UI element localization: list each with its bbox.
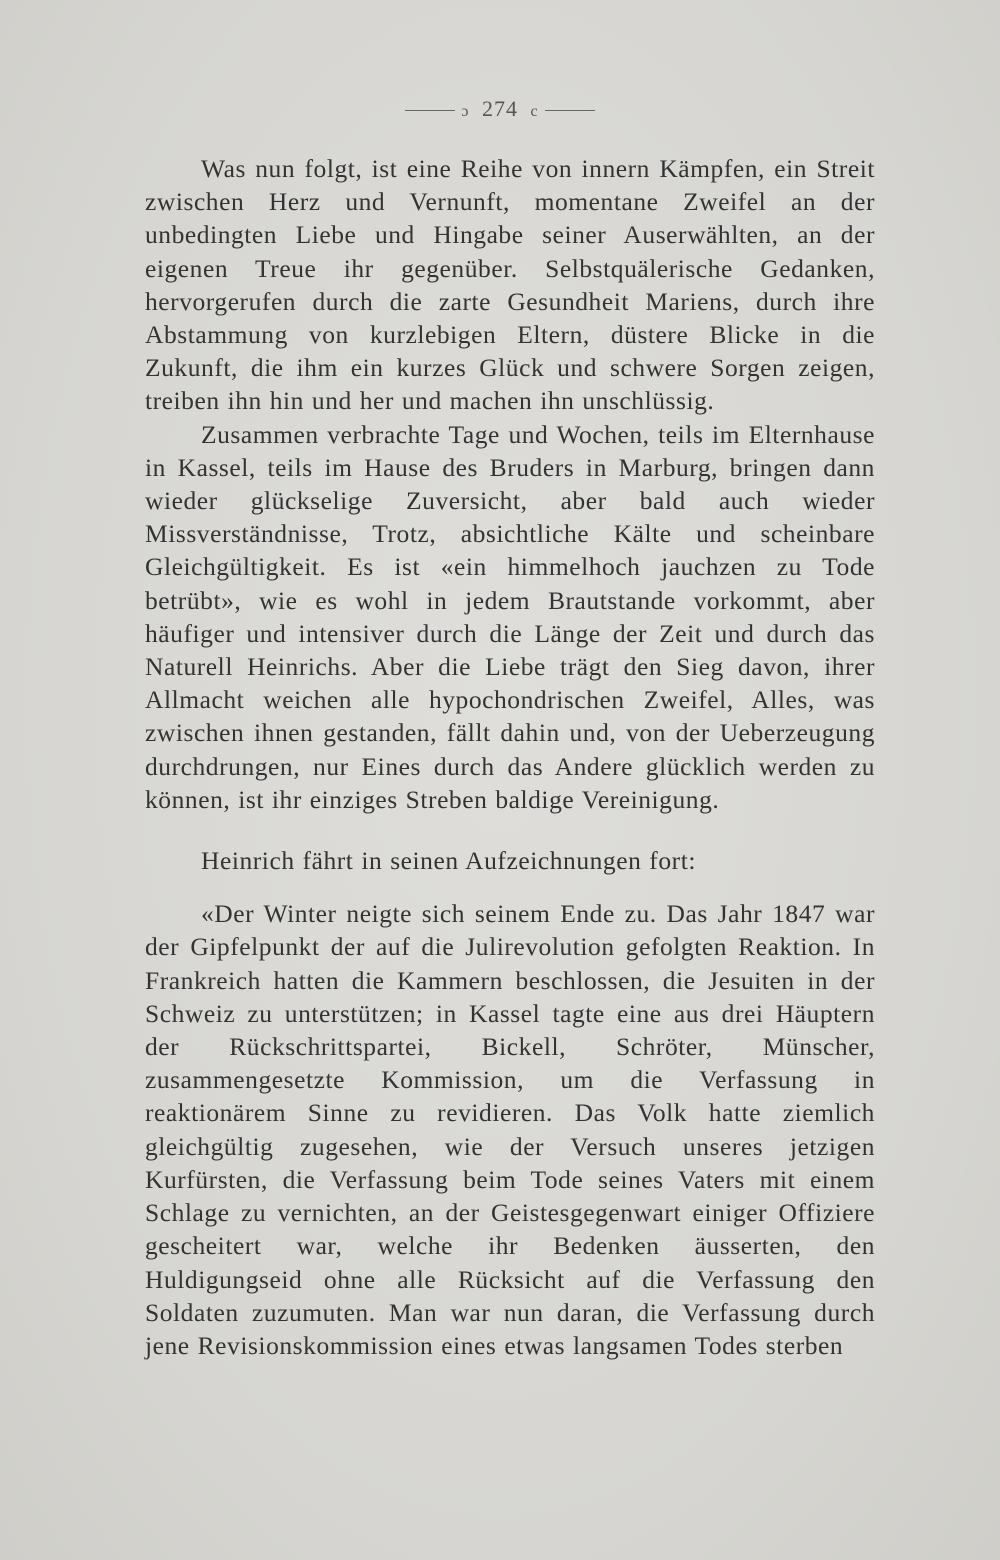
header-rule-right <box>545 110 595 111</box>
paragraph: Was nun folgt, ist eine Reihe von innern Kämpfen, ein Streit zwischen Herz und Vernunft, momentane Zweifel an der unbedingten Liebe und Hingabe seiner Auserwählten, an der eigenen Treue ihr gegenüber. Selbstquälerische Gedanken, hervorgerufen durch die zarte Gesundheit Mariens, durch ihre Abstammung von kurzlebigen Eltern, düstere Blicke in die Zukunft, die ihm ein kurzes Glück und schwere Sorgen zeigen, treiben ihn hin und her und machen ihn unschlüssig. <box>145 154 875 416</box>
paragraph: «Der Winter neigte sich seinem Ende zu. Das Jahr 1847 war der Gipfelpunkt der auf die Julirevolution gefolgten Reaktion. In Frankreich hatten die Kammern beschlossen, die Jesuiten in der Schweiz zu unterstützen; in Kassel tagte eine aus drei Häuptern der Rückschrittspartei, Bickell, Schröter, Münscher, zusammengesetzte Kommission, um die Verfassung in reaktionärem Sinne zu revidieren. Das Volk hatte ziemlich gleichgültig zugesehen, wie der Versuch unseres jetzigen Kurfürsten, die Verfassung beim Tode seines Vaters mit einem Schlage zu vernichten, an der Geistesgegenwart einiger Offiziere gescheitert war, welche ihr Bedenken äusserten, den Huldigungseid ohne alle Rücksicht auf die Verfassung den Soldaten zuzumuten. Man war nun daran, die Verfassung durch jene Revisionskommission eines etwas langsamen Todes sterben <box>145 899 875 1360</box>
header-ornament-right: c <box>530 103 539 120</box>
paragraph: Zusammen verbrachte Tage und Wochen, teils im Elternhause in Kassel, teils im Hause des Bruders in Marburg, bringen dann wieder glückselige Zuversicht, aber bald auch wieder Missverständnisse, Trotz, absichtliche Kälte und scheinbare Gleichgültigkeit. Es ist «ein himmelhoch jauchzen zu Tode betrübt», wie es wohl in jedem Brautstande vorkommt, aber häufiger und intensiver durch die Länge der Zeit und durch das Naturell Heinrichs. Aber die Liebe trägt den Sieg davon, ihrer Allmacht weichen alle hypochondrischen Zweifel, Alles, was zwischen ihnen gestanden, fällt dahin und, von der Ueberzeugung durchdrungen, nur Eines durch das Andere glücklich werden zu können, ist ihr einziges Streben baldige Vereinigung. <box>145 419 875 814</box>
page-body <box>145 152 875 1362</box>
paragraph: Heinrich fährt in seinen Aufzeichnungen fort: <box>201 846 696 876</box>
header-rule-left <box>405 110 455 111</box>
header-ornament-left: ɔ <box>461 103 470 120</box>
page-number: 274 <box>482 96 518 121</box>
running-header <box>0 96 1000 122</box>
